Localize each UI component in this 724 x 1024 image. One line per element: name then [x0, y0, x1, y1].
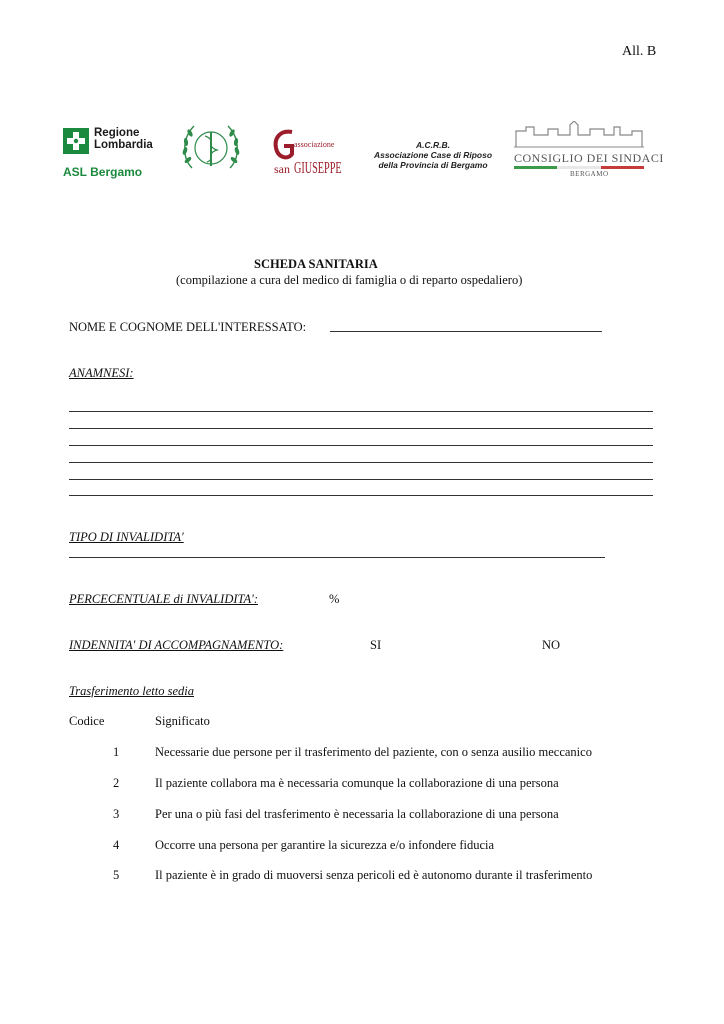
attachment-label: All. B [622, 44, 657, 59]
regione-line2: Lombardia [94, 139, 153, 151]
col-codice-header: Codice [69, 714, 105, 728]
option-si[interactable]: SI [370, 638, 382, 652]
medical-seal-logo [178, 120, 244, 178]
assoc-label: associazione [294, 140, 335, 149]
anamnesi-line[interactable] [69, 428, 653, 429]
tipo-invalidita-label: TIPO DI INVALIDITA' [69, 530, 184, 544]
tipo-invalidita-field[interactable] [69, 557, 605, 558]
anamnesi-line[interactable] [69, 479, 653, 480]
page-subtitle: (compilazione a cura del medico di famiglia o di reparto ospedaliero) [176, 273, 523, 287]
trasferimento-label: Trasferimento letto sedia [69, 684, 194, 698]
anamnesi-line[interactable] [69, 495, 653, 496]
flag-stripe [514, 166, 644, 169]
regione-lombardia-logo [63, 128, 163, 184]
anamnesi-line[interactable] [69, 411, 653, 412]
city-skyline-icon [514, 121, 644, 149]
san-giuseppe-emblem-icon [272, 128, 296, 164]
percentuale-label: PERCECENTUALE di INVALIDITA': [69, 592, 259, 606]
laurel-caduceus-icon [178, 120, 244, 178]
anamnesi-line[interactable] [69, 445, 653, 446]
option-no[interactable]: NO [542, 638, 561, 652]
indennita-label: INDENNITA' DI ACCOMPAGNAMENTO: [69, 638, 284, 652]
regione-cross-icon [63, 128, 89, 154]
row-text: Il paziente collabora ma è necessaria comunque la collaborazione di una persona [155, 776, 559, 790]
acrb-line1: A.C.R.B. [416, 140, 450, 150]
row-text: Per una o più fasi del trasferimento è necessaria la collaborazione di una persona [155, 807, 559, 821]
row-code: 5 [113, 868, 120, 882]
acrb-logo [368, 140, 498, 170]
row-text: Occorre una persona per garantire la sicurezza e/o infondere fiducia [155, 838, 495, 852]
row-text: Il paziente è in grado di muoversi senza pericoli ed è autonomo durante il trasferimento [155, 868, 593, 882]
col-significato-header: Significato [155, 714, 210, 728]
anamnesi-label: ANAMNESI: [69, 366, 134, 380]
row-code: 2 [113, 776, 120, 790]
consiglio-sindaci-logo [514, 121, 664, 179]
san-giuseppe-logo [272, 126, 348, 182]
regione-line1: Regione [94, 127, 140, 139]
acrb-line2: Associazione Case di Riposo [373, 150, 493, 160]
row-code: 1 [113, 745, 120, 759]
consiglio-name: CONSIGLIO DEI SINDACI [514, 151, 664, 165]
name-field[interactable] [330, 331, 602, 332]
page-title: SCHEDA SANITARIA [254, 257, 378, 271]
giuseppe-label: GIUSEPPE [294, 158, 342, 177]
percent-sign: % [329, 592, 340, 606]
anamnesi-line[interactable] [69, 462, 653, 463]
san-label: san [274, 162, 290, 176]
consiglio-city: BERGAMO [570, 170, 609, 178]
row-text: Necessarie due persone per il trasferimento del paziente, con o senza ausilio meccanico [155, 745, 592, 759]
row-code: 3 [113, 807, 120, 821]
acrb-line3: della Provincia di Bergamo [378, 160, 488, 170]
row-code: 4 [113, 838, 120, 852]
name-label: NOME E COGNOME DELL'INTERESSATO: [69, 320, 307, 334]
asl-bergamo-label: ASL Bergamo [63, 165, 143, 179]
